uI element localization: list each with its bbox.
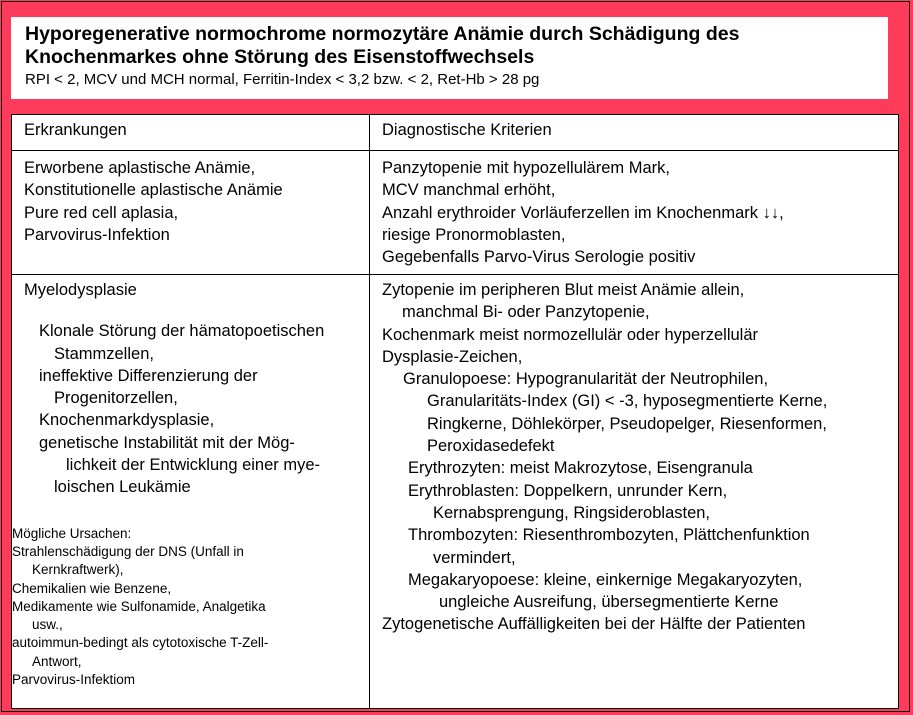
mechanism-line: Klonale Störung der hämatopoetischen bbox=[39, 322, 325, 341]
diseases-cell-aplastic bbox=[12, 151, 370, 275]
causes-list bbox=[12, 543, 357, 689]
criteria-cell-myelodysplasia bbox=[370, 275, 899, 709]
criteria-line: MCV manchmal erhöht, bbox=[382, 181, 556, 200]
mechanism-list bbox=[24, 320, 357, 498]
disease-line: Konstitutionelle aplastische Anämie bbox=[24, 181, 283, 200]
mechanism-line: loischen Leukämie bbox=[54, 478, 191, 497]
cause-line: autoimmun-bedingt als cytotoxische T-Zell- bbox=[12, 635, 269, 651]
disease-line: Parvovirus-Infektion bbox=[24, 225, 170, 244]
cause-line: Strahlenschädigung der DNS (Unfall in bbox=[12, 543, 244, 559]
criteria-line: Granularitäts-Index (GI) < -3, hyposegmentierte Kerne, bbox=[427, 392, 828, 411]
criteria-line: Granulopoese: Hypogranularität der Neutrophilen, bbox=[403, 370, 769, 389]
cause-line: usw., bbox=[32, 617, 63, 633]
criteria-list bbox=[382, 279, 886, 636]
criteria-line: Peroxidasedefekt bbox=[427, 437, 555, 456]
criteria-line: Zytogenetische Auffälligkeiten bei der Hälfte der Patienten bbox=[382, 615, 806, 634]
table-header-row bbox=[12, 115, 899, 151]
lab-criteria-subtitle: RPI < 2, MCV und MCH normal, Ferritin-Index < 3,2 bzw. < 2, Ret-Hb > 28 pg bbox=[25, 71, 540, 88]
criteria-line: Erythrozyten: meist Makrozytose, Eisengranula bbox=[408, 459, 753, 478]
col-header-diseases: Erkrankungen bbox=[12, 115, 370, 151]
mechanism-line: Progenitorzellen, bbox=[54, 389, 178, 408]
criteria-line: Megakaryopoese: kleine, einkernige Megakaryozyten, bbox=[408, 570, 803, 589]
disease-line: Pure red cell aplasia, bbox=[24, 203, 179, 222]
criteria-line: riesige Pronormoblasten, bbox=[382, 225, 566, 244]
causes-title: Mögliche Ursachen: bbox=[12, 525, 132, 541]
criteria-line: Kernabsprengung, Ringsideroblasten, bbox=[433, 503, 711, 522]
criteria-line: Kochenmark meist normozellulär oder hyperzellulär bbox=[382, 325, 758, 344]
criteria-line: Anzahl erythroider Vorläuferzellen im Knochenmark ↓↓, bbox=[382, 203, 784, 222]
criteria-table bbox=[11, 114, 898, 709]
mechanism-line: Stammzellen, bbox=[54, 344, 154, 363]
criteria-line: manchmal Bi- oder Panzytopenie, bbox=[402, 303, 650, 322]
diseases-cell-myelodysplasia bbox=[12, 275, 370, 709]
page-title bbox=[25, 23, 874, 69]
criteria-line: Zytopenie im peripheren Blut meist Anämie allein, bbox=[382, 281, 745, 299]
mechanism-line: lichkeit der Entwicklung einer mye- bbox=[66, 456, 321, 475]
criteria-line: Erythroblasten: Doppelkern, unrunder Kern, bbox=[408, 481, 728, 500]
title-line-1: Hyporegenerative normochrome normozytäre Anämie durch Schädigung des bbox=[25, 23, 740, 45]
causes-block bbox=[12, 525, 357, 690]
table-row-aplastic bbox=[12, 151, 899, 275]
cause-line: Parvovirus-Infektiom bbox=[12, 672, 136, 688]
criteria-cell-aplastic bbox=[370, 151, 899, 275]
criteria-line: Thrombozyten: Riesenthrombozyten, Plättchenfunktion bbox=[408, 526, 810, 545]
criteria-line: vermindert, bbox=[433, 548, 516, 567]
criteria-line: Dysplasie-Zeichen, bbox=[382, 347, 523, 366]
disease-line: Erworbene aplastische Anämie, bbox=[24, 159, 256, 177]
criteria-line: Panzytopenie mit hypozellulärem Mark, bbox=[382, 159, 670, 177]
col-header-criteria: Diagnostische Kriterien bbox=[370, 115, 899, 151]
disease-title: Myelodysplasie bbox=[24, 281, 137, 299]
cause-line: Antwort, bbox=[32, 653, 82, 669]
criteria-line: Gegebenfalls Parvo-Virus Serologie positiv bbox=[382, 248, 696, 267]
mechanism-line: genetische Instabilität mit der Mög- bbox=[39, 433, 295, 452]
title-box bbox=[11, 17, 888, 99]
mechanism-line: Knochenmarkdysplasie, bbox=[39, 411, 215, 430]
cause-line: Chemikalien wie Benzene, bbox=[12, 580, 172, 596]
table-row-myelodysplasia bbox=[12, 275, 899, 709]
criteria-line: ungleiche Ausreifung, übersegmentierte Kerne bbox=[439, 593, 779, 612]
title-line-2: Knochenmarkes ohne Störung des Eisenstoffwechsels bbox=[25, 46, 535, 68]
cause-line: Kernkraftwerk), bbox=[32, 562, 124, 578]
cause-line: Medikamente wie Sulfonamide, Analgetika bbox=[12, 598, 266, 614]
criteria-line: Ringkerne, Döhlekörper, Pseudopelger, Riesenformen, bbox=[427, 414, 827, 433]
mechanism-line: ineffektive Differenzierung der bbox=[39, 366, 258, 385]
